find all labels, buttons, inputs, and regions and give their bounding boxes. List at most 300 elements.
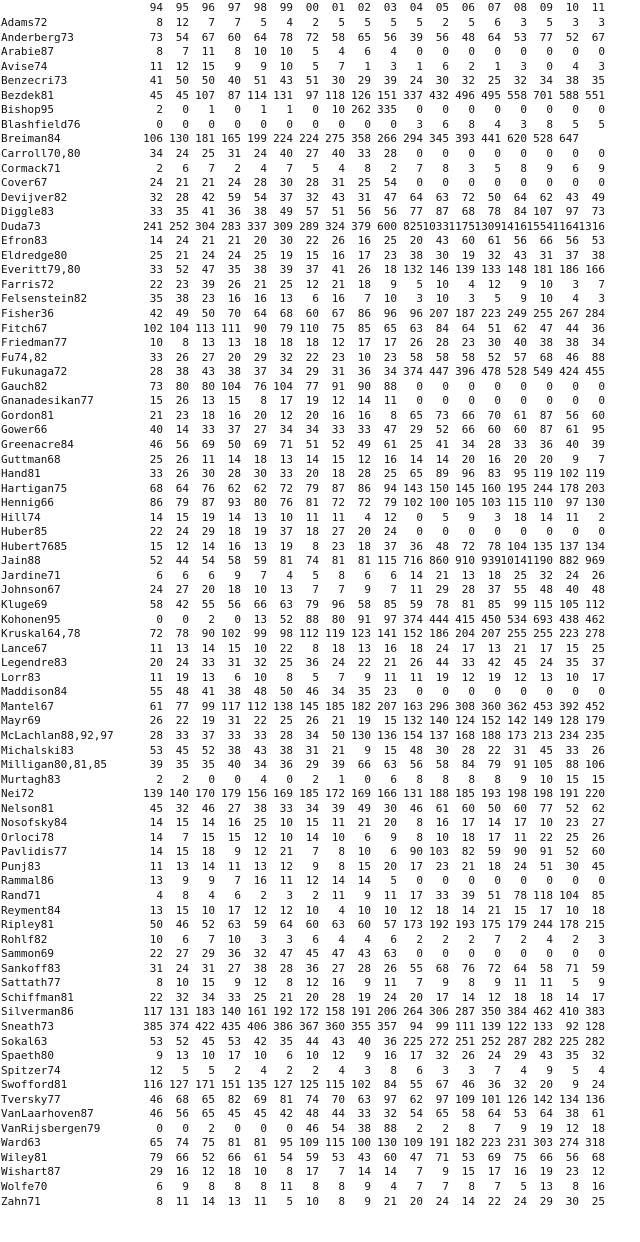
value-cell: 8: [286, 976, 293, 990]
year-header-cell: 02: [357, 1, 371, 14]
table-row: [0, 437, 640, 452]
value-cell: 255: [533, 627, 553, 641]
value-cell: 0: [208, 772, 215, 786]
value-cell: 20: [461, 452, 475, 466]
value-cell: 3: [598, 292, 605, 306]
value-cell: 42: [487, 656, 501, 670]
value-cell: 46: [565, 350, 579, 364]
table-row: [0, 1194, 640, 1209]
value-cell: 112: [247, 699, 267, 713]
value-cell: 46: [305, 685, 319, 699]
value-cell: 31: [331, 365, 345, 379]
value-cell: 12: [253, 845, 267, 859]
value-cell: 10: [539, 816, 553, 830]
value-cell: 17: [435, 990, 449, 1004]
value-cell: 14: [383, 1165, 397, 1179]
value-cell: 53: [591, 234, 605, 248]
value-cell: 81: [279, 1092, 293, 1106]
value-cell: 28: [279, 961, 293, 975]
value-cell: 15: [305, 816, 319, 830]
value-cell: 13: [539, 1180, 553, 1193]
value-cell: 25: [487, 74, 501, 88]
value-cell: 30: [487, 336, 501, 350]
value-cell: 48: [461, 30, 475, 44]
value-cell: 0: [442, 103, 449, 117]
table-row: [0, 510, 640, 525]
value-cell: 45: [149, 88, 163, 102]
value-cell: 374: [169, 1019, 189, 1033]
year-header-cell: 09: [539, 1, 553, 14]
value-cell: 49: [591, 190, 605, 204]
table-row: [0, 59, 640, 74]
value-cell: 191: [351, 1005, 371, 1019]
value-cell: 0: [208, 117, 215, 131]
value-cell: 46: [175, 918, 189, 932]
value-cell: 9: [364, 1049, 371, 1063]
table-row: [0, 539, 640, 554]
value-cell: 64: [253, 307, 267, 320]
value-cell: 60: [591, 408, 605, 422]
value-cell: 56: [565, 234, 579, 248]
value-cell: 4: [338, 1063, 345, 1077]
value-cell: 25: [201, 146, 215, 160]
value-cell: 30: [279, 234, 293, 248]
value-cell: 49: [357, 801, 371, 815]
value-cell: 18: [331, 641, 345, 655]
value-cell: 444: [429, 612, 449, 626]
row-label: Gower66: [1, 423, 48, 437]
value-cell: 11: [201, 452, 215, 466]
value-cell: 34: [279, 423, 293, 437]
value-cell: 0: [468, 394, 475, 408]
value-cell: 9: [442, 976, 449, 990]
row-label: Huber85: [1, 525, 48, 539]
value-cell: 6: [572, 161, 579, 175]
row-label: Legendre83: [1, 656, 68, 670]
value-cell: 22: [175, 714, 189, 728]
value-cell: 64: [487, 1107, 501, 1121]
value-cell: 151: [377, 88, 397, 102]
value-cell: 11: [331, 889, 345, 902]
value-cell: 337: [403, 88, 423, 102]
value-cell: 54: [279, 1150, 293, 1164]
value-cell: 114: [247, 88, 267, 102]
value-cell: 25: [591, 641, 605, 655]
value-cell: 40: [565, 583, 579, 597]
year-header-cell: 06: [461, 1, 475, 14]
value-cell: 20: [253, 234, 267, 248]
value-cell: 45: [227, 1107, 241, 1121]
value-cell: 17: [279, 394, 293, 408]
value-cell: 32: [253, 947, 267, 961]
value-cell: 18: [487, 859, 501, 873]
value-cell: 38: [279, 743, 293, 757]
value-cell: 2: [520, 932, 527, 946]
value-cell: 11: [279, 874, 293, 888]
value-cell: 33: [149, 467, 163, 481]
value-cell: 48: [591, 583, 605, 597]
value-cell: 18: [513, 990, 527, 1004]
value-cell: 26: [175, 350, 189, 364]
value-cell: 13: [461, 568, 475, 582]
value-cell: 12: [279, 408, 293, 422]
value-cell: 18: [357, 277, 371, 291]
value-cell: 186: [429, 627, 449, 641]
value-cell: 7: [208, 161, 215, 175]
value-cell: 192: [273, 1005, 293, 1019]
value-cell: 28: [461, 743, 475, 757]
row-label: Ripley81: [1, 918, 54, 932]
value-cell: 40: [565, 437, 579, 451]
value-cell: 116: [143, 1078, 163, 1092]
value-cell: 56: [175, 1107, 189, 1121]
value-cell: 15: [383, 714, 397, 728]
table-row: [0, 131, 640, 146]
value-cell: 24: [175, 525, 189, 539]
value-cell: 0: [494, 379, 501, 393]
row-label: Swofford81: [1, 1078, 68, 1092]
value-cell: 94: [383, 481, 397, 495]
value-cell: 0: [286, 117, 293, 131]
value-cell: 16: [331, 292, 345, 306]
value-cell: 38: [227, 743, 241, 757]
value-cell: 29: [513, 1049, 527, 1063]
value-cell: 2: [572, 932, 579, 946]
table-row: [0, 1019, 640, 1034]
value-cell: 25: [383, 467, 397, 481]
value-cell: 4: [338, 932, 345, 946]
value-cell: 223: [481, 307, 501, 320]
value-cell: 8: [338, 845, 345, 859]
value-cell: 12: [253, 830, 267, 844]
value-cell: 23: [175, 408, 189, 422]
value-cell: 69: [201, 437, 215, 451]
value-cell: 0: [468, 525, 475, 539]
value-cell: 7: [494, 1180, 501, 1193]
value-cell: 1175: [448, 219, 475, 233]
value-cell: 2: [312, 772, 319, 786]
value-cell: 78: [487, 539, 501, 553]
value-cell: 22: [539, 830, 553, 844]
value-cell: 76: [201, 481, 215, 495]
value-cell: 28: [435, 336, 449, 350]
value-cell: 37: [279, 525, 293, 539]
value-cell: 9: [312, 859, 319, 873]
value-cell: 45: [513, 656, 527, 670]
value-cell: 9: [572, 452, 579, 466]
value-cell: 68: [175, 1092, 189, 1106]
row-label: Sammon69: [1, 947, 54, 961]
value-cell: 5: [390, 16, 397, 29]
value-cell: 21: [461, 859, 475, 873]
value-cell: 4: [338, 903, 345, 917]
value-cell: 15: [331, 452, 345, 466]
value-cell: 241: [143, 219, 163, 233]
value-cell: 20: [409, 1194, 423, 1208]
value-cell: 90: [253, 321, 267, 335]
value-cell: 0: [468, 103, 475, 117]
value-cell: 77: [409, 205, 423, 219]
table-row: [0, 757, 640, 772]
row-label: Cover67: [1, 176, 48, 190]
value-cell: 345: [429, 132, 449, 146]
value-cell: 8: [468, 1180, 475, 1193]
value-cell: 7: [208, 932, 215, 946]
value-cell: 31: [305, 743, 319, 757]
value-cell: 51: [305, 437, 319, 451]
value-cell: 12: [565, 1121, 579, 1135]
value-cell: 152: [481, 714, 501, 728]
value-cell: 9: [494, 976, 501, 990]
value-cell: 62: [513, 321, 527, 335]
value-cell: 28: [149, 728, 163, 742]
value-cell: 255: [507, 627, 527, 641]
value-cell: 69: [487, 1150, 501, 1164]
value-cell: 27: [175, 947, 189, 961]
table-row: [0, 1004, 640, 1019]
table-row: [0, 495, 640, 510]
value-cell: 234: [559, 728, 579, 742]
value-cell: 7: [416, 161, 423, 175]
value-cell: 51: [487, 321, 501, 335]
value-cell: 33: [149, 263, 163, 277]
value-cell: 9: [390, 830, 397, 844]
value-cell: 31: [331, 176, 345, 190]
table-row: [0, 190, 640, 205]
value-cell: 44: [565, 321, 579, 335]
value-cell: 80: [175, 379, 189, 393]
value-cell: 0: [598, 379, 605, 393]
value-cell: 33: [201, 656, 215, 670]
value-cell: 169: [351, 787, 371, 801]
value-cell: 0: [494, 103, 501, 117]
value-cell: 534: [507, 612, 527, 626]
value-cell: 23: [435, 859, 449, 873]
value-cell: 58: [149, 598, 163, 611]
value-cell: 49: [279, 205, 293, 219]
value-cell: 69: [253, 437, 267, 451]
value-cell: 4: [364, 510, 371, 524]
value-cell: 37: [227, 423, 241, 437]
value-cell: 0: [364, 117, 371, 131]
value-cell: 8: [468, 772, 475, 786]
value-cell: 2: [598, 510, 605, 524]
value-cell: 132: [403, 263, 423, 277]
value-cell: 136: [377, 728, 397, 742]
value-cell: 55: [409, 961, 423, 975]
value-cell: 64: [539, 1107, 553, 1121]
table-row: [0, 844, 640, 859]
value-cell: 52: [487, 350, 501, 364]
value-cell: 10: [253, 670, 267, 684]
value-cell: 7: [364, 292, 371, 306]
table-row: [0, 786, 640, 801]
value-cell: 78: [487, 205, 501, 219]
value-cell: 4: [546, 932, 553, 946]
value-cell: 37: [201, 728, 215, 742]
row-label: Gauch82: [1, 379, 48, 393]
row-label: Anderberg73: [1, 30, 74, 44]
value-cell: 16: [227, 539, 241, 553]
value-cell: 495: [481, 88, 501, 102]
value-cell: 8: [546, 117, 553, 131]
value-cell: 40: [227, 74, 241, 88]
value-cell: 19: [201, 510, 215, 524]
value-cell: 175: [481, 918, 501, 932]
value-cell: 124: [455, 714, 475, 728]
value-cell: 13: [175, 1049, 189, 1063]
value-cell: 8: [286, 1165, 293, 1179]
value-cell: 77: [539, 801, 553, 815]
value-cell: 61: [565, 423, 579, 437]
value-cell: 15: [565, 772, 579, 786]
value-cell: 127: [169, 1078, 189, 1092]
value-cell: 8: [416, 772, 423, 786]
table-row: [0, 15, 640, 30]
value-cell: 25: [357, 176, 371, 190]
value-cell: 14: [565, 990, 579, 1004]
value-cell: 27: [253, 423, 267, 437]
value-cell: 56: [409, 758, 423, 772]
table-row: [0, 1164, 640, 1179]
value-cell: 50: [149, 918, 163, 932]
value-cell: 30: [435, 74, 449, 88]
value-cell: 11: [279, 1180, 293, 1193]
value-cell: 30: [331, 74, 345, 88]
value-cell: 40: [513, 336, 527, 350]
value-cell: 44: [175, 554, 189, 568]
value-cell: 9: [468, 510, 475, 524]
value-cell: 100: [429, 496, 449, 510]
value-cell: 41: [435, 437, 449, 451]
value-cell: 424: [559, 365, 579, 379]
value-cell: 22: [487, 743, 501, 757]
value-cell: 165: [221, 132, 241, 146]
value-cell: 0: [416, 103, 423, 117]
value-cell: 97: [383, 1092, 397, 1106]
value-cell: 11: [565, 510, 579, 524]
value-cell: 9: [234, 59, 241, 73]
value-cell: 34: [279, 365, 293, 379]
value-cell: 6: [234, 670, 241, 684]
value-cell: 187: [455, 307, 475, 320]
value-cell: 14: [149, 845, 163, 859]
table-row: [0, 1077, 640, 1092]
value-cell: 28: [279, 728, 293, 742]
value-cell: 10: [279, 59, 293, 73]
value-cell: 10: [149, 932, 163, 946]
value-cell: 4: [260, 772, 267, 786]
value-cell: 0: [442, 176, 449, 190]
value-cell: 64: [487, 30, 501, 44]
value-cell: 84: [383, 1078, 397, 1092]
value-cell: 6: [312, 932, 319, 946]
table-row: [0, 175, 640, 190]
value-cell: 551: [585, 88, 605, 102]
value-cell: 12: [253, 976, 267, 990]
value-cell: 59: [253, 918, 267, 932]
value-cell: 0: [494, 394, 501, 408]
value-cell: 19: [175, 670, 189, 684]
row-label: Johnson67: [1, 583, 61, 597]
value-cell: 36: [409, 539, 423, 553]
value-cell: 42: [279, 1107, 293, 1121]
value-cell: 53: [513, 1107, 527, 1121]
value-cell: 6: [442, 117, 449, 131]
table-row: [0, 44, 640, 59]
value-cell: 198: [507, 787, 527, 801]
value-cell: 0: [416, 525, 423, 539]
value-cell: 23: [331, 539, 345, 553]
value-cell: 4: [286, 568, 293, 582]
value-cell: 12: [591, 1165, 605, 1179]
value-cell: 169: [273, 787, 293, 801]
value-cell: 10: [253, 45, 267, 59]
value-cell: 21: [357, 816, 371, 830]
value-cell: 96: [409, 307, 423, 320]
value-cell: 91: [331, 379, 345, 393]
value-cell: 3: [416, 292, 423, 306]
value-cell: 20: [305, 408, 319, 422]
value-cell: 36: [357, 365, 371, 379]
table-row: [0, 597, 640, 612]
value-cell: 78: [513, 889, 527, 902]
value-cell: 43: [357, 1150, 371, 1164]
value-cell: 18: [201, 408, 215, 422]
value-cell: 102: [403, 496, 423, 510]
value-cell: 81: [331, 554, 345, 568]
year-header-cell: 96: [201, 1, 215, 14]
value-cell: 1: [364, 59, 371, 73]
row-label: Nei72: [1, 787, 35, 801]
value-cell: 10: [253, 641, 267, 655]
value-cell: 0: [520, 525, 527, 539]
value-cell: 5: [312, 161, 319, 175]
value-cell: 24: [331, 656, 345, 670]
value-cell: 33: [149, 205, 163, 219]
value-cell: 0: [494, 525, 501, 539]
value-cell: 71: [435, 1150, 449, 1164]
value-cell: 528: [533, 132, 553, 146]
value-cell: 42: [149, 307, 163, 320]
value-cell: 0: [546, 379, 553, 393]
value-cell: 72: [487, 961, 501, 975]
value-cell: 0: [572, 685, 579, 699]
value-cell: 0: [468, 685, 475, 699]
value-cell: 16: [331, 248, 345, 262]
row-label: Hand81: [1, 467, 41, 481]
value-cell: 1190: [526, 554, 553, 568]
value-cell: 225: [403, 1034, 423, 1048]
value-cell: 9: [364, 889, 371, 902]
value-cell: 15: [461, 1165, 475, 1179]
value-cell: 9: [364, 583, 371, 597]
value-cell: 137: [559, 539, 579, 553]
value-cell: 26: [591, 743, 605, 757]
value-cell: 65: [149, 1136, 163, 1150]
value-cell: 215: [585, 918, 605, 932]
value-cell: 15: [175, 845, 189, 859]
value-cell: 422: [195, 1019, 215, 1033]
value-cell: 55: [513, 583, 527, 597]
value-cell: 14: [487, 816, 501, 830]
year-header-cell: 05: [435, 1, 449, 14]
value-cell: 14: [201, 1194, 215, 1208]
value-cell: 3: [520, 16, 527, 29]
table-row: [0, 364, 640, 379]
value-cell: 89: [435, 467, 449, 481]
value-cell: 9: [364, 976, 371, 990]
